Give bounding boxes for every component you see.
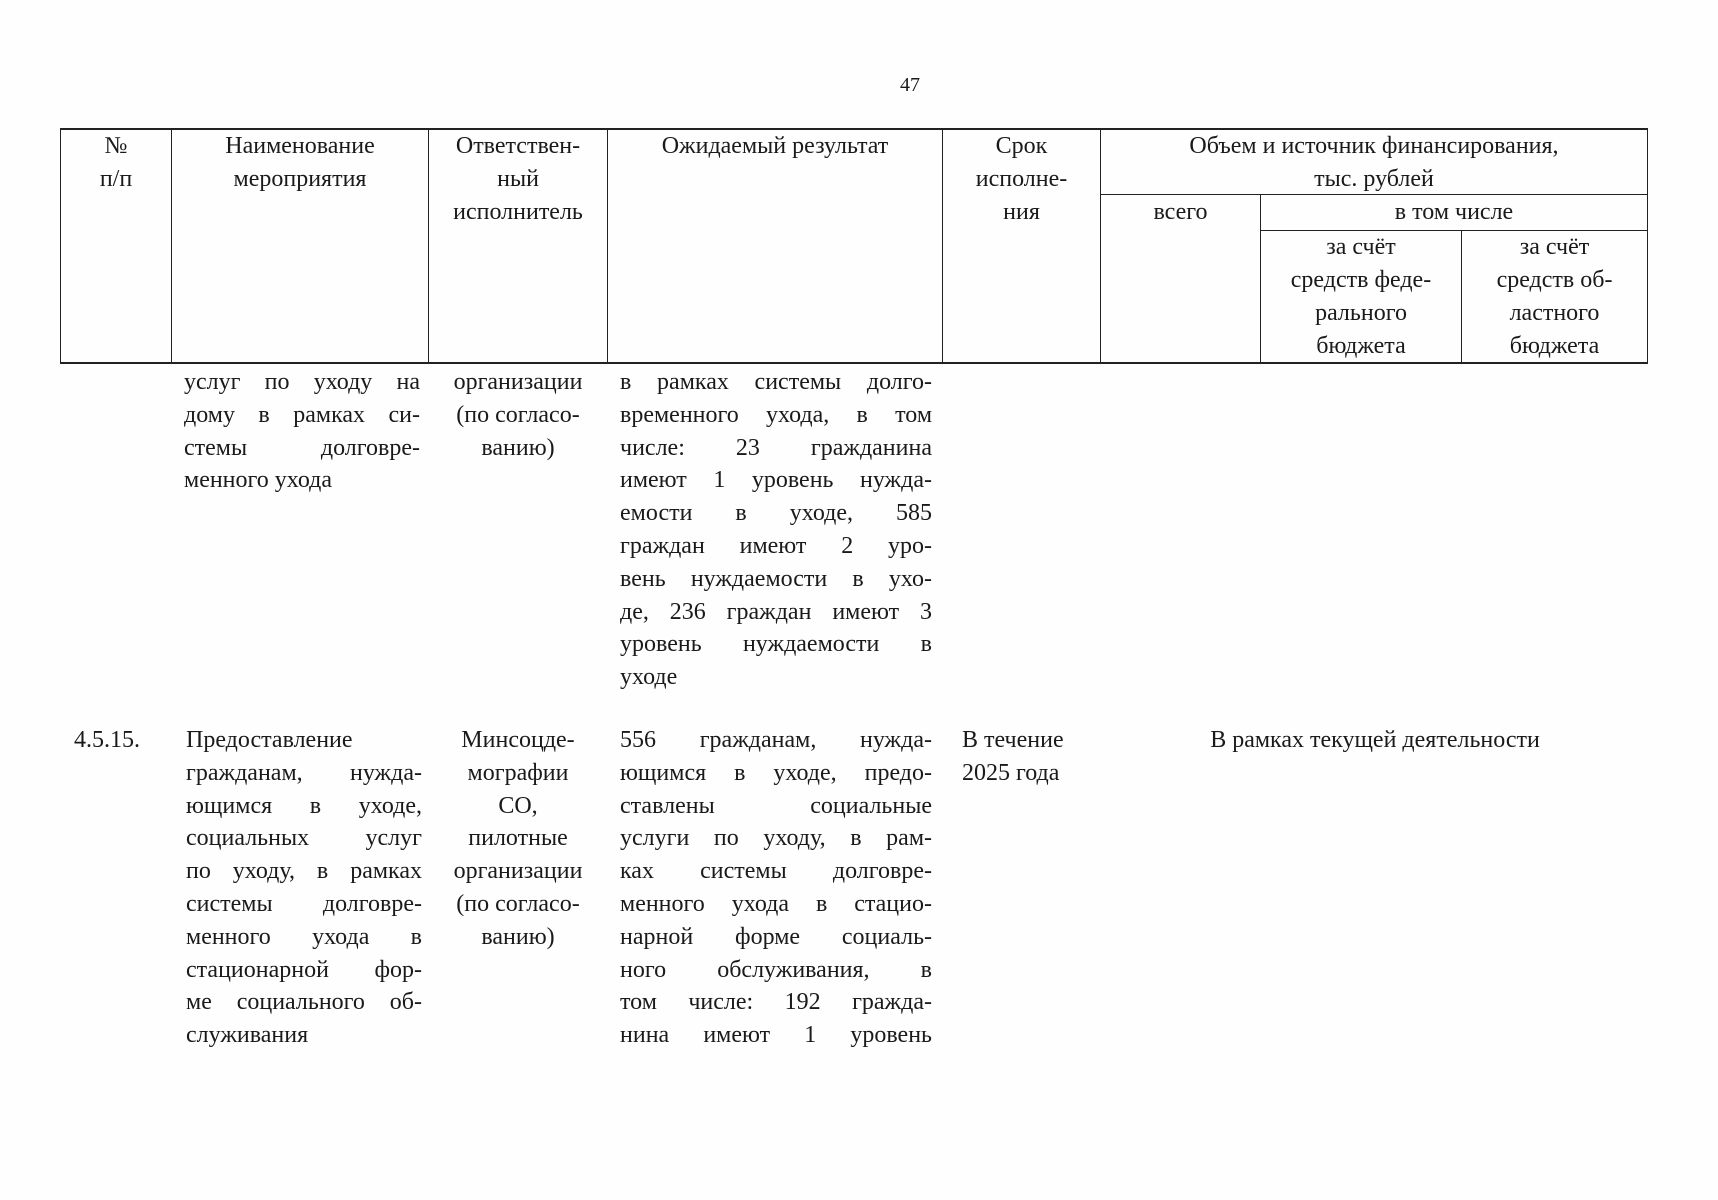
row-number: 4.5.15. [74,727,140,753]
header-federal-budget: за счёт средств феде- рального бюджета [1290,234,1432,359]
header-number: № п/п [99,133,133,192]
row-result: 556 гражданам, нужда- ющимся в уходе, предо- ставлены социальные услуги по уходу, в рам- ках системы долговре- менного ухода в стацио- нарной форме социаль- ного обслуживания, в том числе: 192 гражда- нина имеют 1 уровень [620,727,932,1049]
header-regional-budget: за счёт средств об- ластного бюджета [1496,234,1613,359]
header-name: Наименование мероприятия [225,133,375,192]
table-header [60,128,1648,364]
row-responsible: организации (по согласо- ванию) [453,369,583,461]
header-term: Срок исполне- ния [975,133,1068,225]
row-name: услуг по уходу на дому в рамках си- стемы долговре- менного ухода [184,369,420,494]
row-financing: В рамках текущей деятельности [1210,727,1540,753]
row-name: Предоставление гражданам, нужда- ющимся в уходе, социальных услуг по уходу, в рамках системы долговре- менного ухода в стационарной фор- ме социального об- служивания [186,727,422,1049]
header-responsible: Ответствен- ный исполнитель [453,133,583,225]
header-total: всего [1153,199,1208,225]
header-financing: Объем и источник финансирования, тыс. рублей [1189,133,1559,192]
header-including: в том числе [1394,199,1514,225]
page-number: 47 [900,74,920,96]
row-term: В течение 2025 года [962,727,1064,786]
row-responsible: Минсоцде- мографии СО, пилотные организации (по согласо- ванию) [453,727,583,950]
row-result: в рамках системы долго- временного ухода, в том числе: 23 гражданина имеют 1 уровень нужда- емости в уходе, 585 граждан имеют 2 уро- вень нуждаемости в ухо- де, 236 граждан имеют 3 уровень нуждаемости в уходе [620,369,932,691]
header-result: Ожидаемый результат [661,133,889,159]
